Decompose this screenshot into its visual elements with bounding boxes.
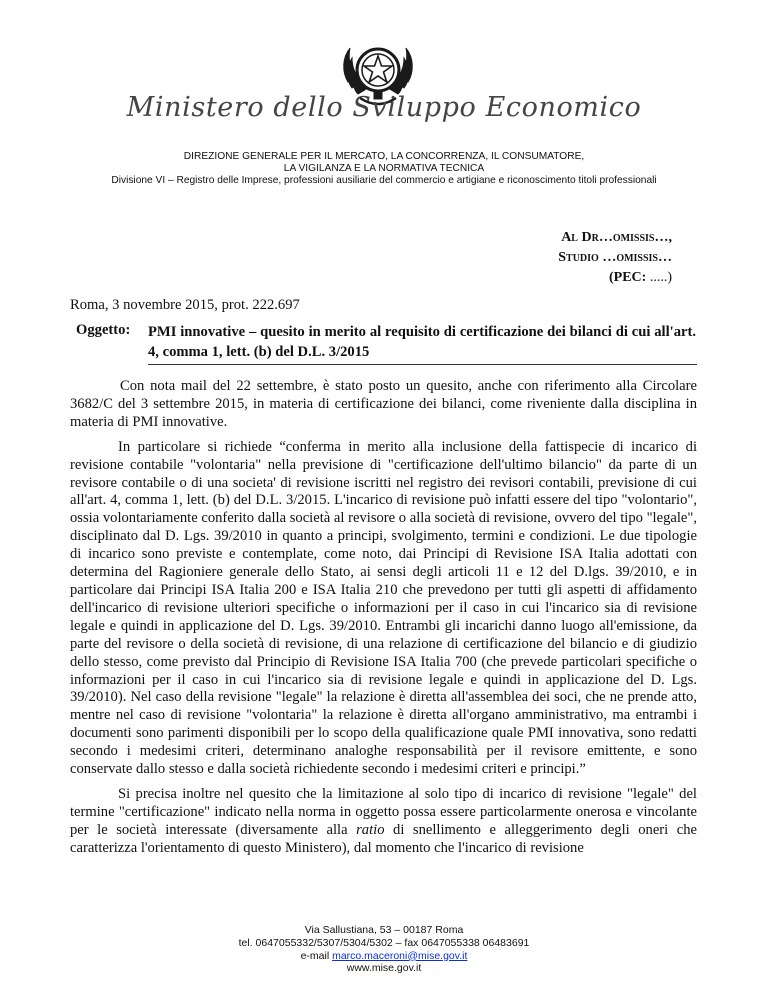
- paragraph-3-part-1: Si precisa inoltre nel quesito che la limitazione al solo tipo di incarico di revisione "legale" del termine "certificazione" indicato nella norma in oggetto possa essere particolarmente onerosa e vincolante per le società interessate (diversamente alla: [70, 785, 697, 838]
- footer-email-line: [0, 950, 768, 963]
- addressee-firm: [558, 248, 672, 268]
- pec-label: (PEC:: [609, 270, 650, 285]
- footer-email-label: e-mail: [300, 949, 333, 962]
- footer-website[interactable]: www.mise.gov.it: [346, 962, 422, 975]
- addressee-pec: [558, 268, 672, 288]
- ministry-name: Ministero dello Sviluppo Economico: [126, 92, 642, 123]
- pec-value: .....: [649, 270, 668, 285]
- subject-text: PMI innovative – quesito in merito al requisito di certificazione dei bilanci di cui all'art. 4, comma 1, lett. (b) del D.L. 3/2015: [148, 324, 696, 360]
- subject-label: Oggetto:: [76, 322, 131, 338]
- division-line: Divisione VI – Registro delle Imprese, professioni ausiliarie del commercio e artigiane e riconoscimento titoli professionali: [111, 175, 657, 186]
- paragraph-3-part-2: di snellimento e alleggerimento degli oneri che caratterizza l'orientamento di questo Ministero), dal momento che l'incarico di revisione: [70, 821, 697, 856]
- footer-phones: tel. 0647055332/5307/5304/5302 – fax 0647055338 06483691: [238, 936, 530, 949]
- footer-address: Via Sallustiana, 53 – 00187 Roma: [304, 924, 464, 936]
- paragraph-3-italic: ratio: [356, 821, 385, 838]
- addressee-block: [558, 228, 672, 288]
- addressee-name-rest: …omissis…,: [598, 230, 672, 245]
- addressee-name: [558, 228, 672, 248]
- pec-close: ): [667, 270, 672, 285]
- subject-divider: [148, 364, 697, 365]
- directorate-line-1: DIREZIONE GENERALE PER IL MERCATO, LA CONCORRENZA, IL CONSUMATORE,: [183, 151, 585, 162]
- footer: [0, 924, 768, 975]
- paragraph-2: In particolare si richiede “conferma in merito alla inclusione della fattispecie di incarico di revisione contabile "volontaria" nella previsione di "certificazione dell'ultimo bilancio" da parte di un revisore contabile o di una societa' di revisione iscritti nel registro dei revisori contabili, previsione di cui all'art. 4, comma 1, lett. (b) del D.L. 3/2015. L'incarico di revisione può infatti essere del tipo "volontario", ossia volontariamente conferito dalla società al revisore o alla società di revisione, ovvero del tipo "legale", disciplinato dal D. Lgs. 39/2010 in quanto a principi, svolgimento, termini e condizioni. Le due tipologie di incarico sono previste e contemplate, come noto, dai Principi di Revisione ISA Italia adottati con determina del Ragioniere generale dello Stato, ai sensi degli articoli 11 e 12 del D.lgs. 39/2010, e in particolare dai Principi ISA Italia 200 e ISA Italia 210 che prevedono per tutti gli aspetti di affidamento dell'incarico di revisione ulteriori specifiche o informazioni per il caso in cui l'incarico sia di revisione legale e quindi in applicazione del D. Lgs. 39/2010. Entrambi gli incarichi danno luogo all'emissione, da parte del revisore o della società di revisione, di una relazione di certificazione del bilancio e di giudizio dello stesso, come previsto dal Principio di Revisione ISA Italia 700 (che prevede particolari specifiche o informazioni per il caso in cui l'incarico sia di revisione legale e quindi in applicazione del D. Lgs. 39/2010). Nel caso della revisione "legale" la relazione è diretta all'assemblea dei soci, che ne prende atto, mentre nel caso di revisione "volontaria" la relazione è diretta all'organo amministrativo, ma entrambi i documenti sono parimenti disponibili per lo scopo della qualificazione quale PMI innovativa, sono redatti secondo i medesimi criteri, determinano analoghe responsabilità per il revisore emittente, e sono conservate dallo stesso e dalla società richiedente secondo i medesimi criteri e principi.”: [70, 438, 697, 778]
- paragraph-1: Con nota mail del 22 settembre, è stato posto un quesito, anche con riferimento alla Circolare 3682/C del 3 settembre 2015, in materia di certificazione dei bilanci, come riveniente dalla disciplina in materia di PMI innovative.: [70, 378, 697, 430]
- date-protocol: Roma, 3 novembre 2015, prot. 222.697: [70, 297, 300, 313]
- letter-body: [70, 378, 697, 865]
- addressee-firm-prefix: Studio: [558, 250, 603, 265]
- paragraph-3: [70, 786, 697, 858]
- addressee-firm-rest: …omissis…: [602, 250, 672, 265]
- footer-email-link[interactable]: marco.maceroni@mise.gov.it: [332, 949, 468, 962]
- directorate-line-2: LA VIGILANZA E LA NORMATIVA TECNICA: [283, 163, 485, 174]
- addressee-name-prefix: Al Dr: [561, 230, 599, 245]
